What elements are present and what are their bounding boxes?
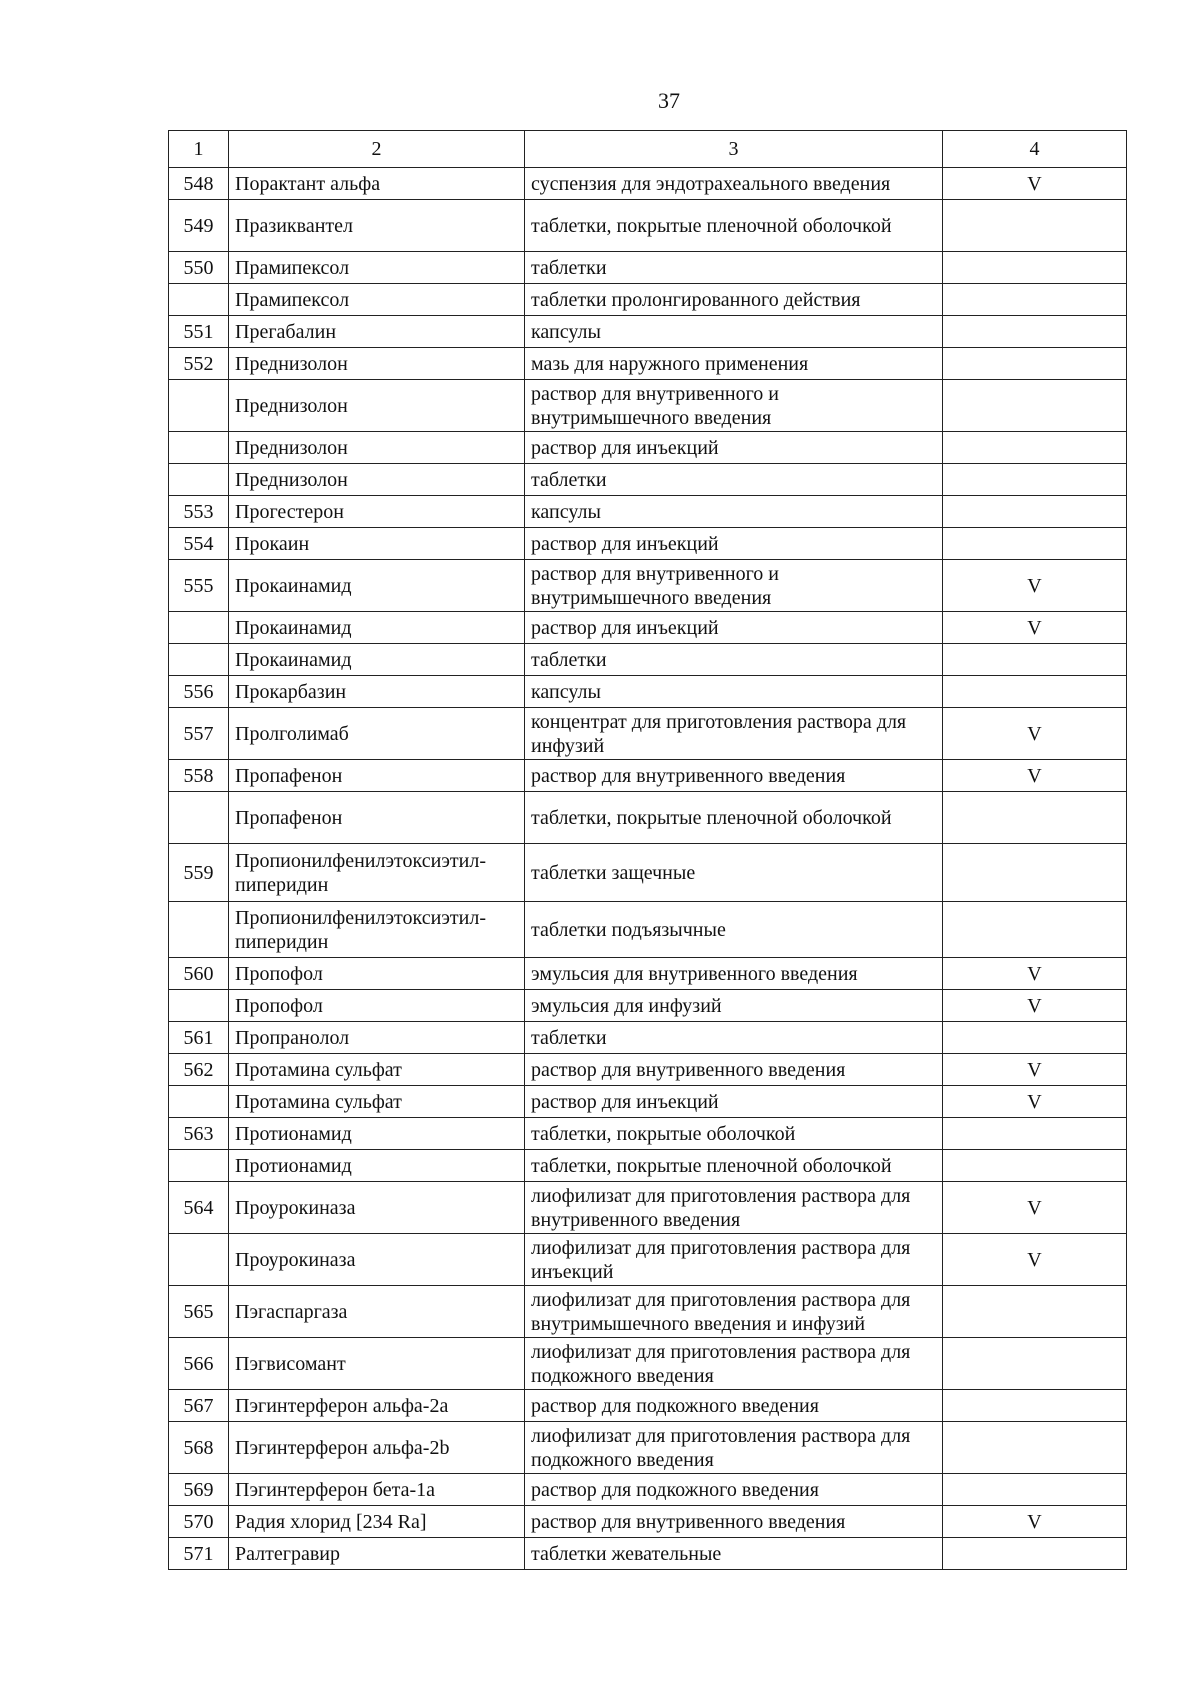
row-number: 558: [169, 760, 229, 792]
row-number: 570: [169, 1506, 229, 1538]
dosage-form: таблетки пролонгированного действия: [525, 284, 943, 316]
row-number: 567: [169, 1390, 229, 1422]
row-number: [169, 464, 229, 496]
mark-cell: V: [943, 612, 1127, 644]
mark-cell: V: [943, 760, 1127, 792]
mark-cell: V: [943, 1506, 1127, 1538]
drug-name: Прокаин: [229, 528, 525, 560]
dosage-form: эмульсия для внутривенного введения: [525, 958, 943, 990]
row-number: [169, 1150, 229, 1182]
mark-cell: [943, 496, 1127, 528]
dosage-form: раствор для инъекций: [525, 432, 943, 464]
dosage-form: лиофилизат для приготовления раствора для инъекций: [525, 1234, 943, 1286]
row-number: 560: [169, 958, 229, 990]
drug-name: Пропионилфенилэтоксиэтил-пиперидин: [229, 844, 525, 902]
table-row: [169, 1054, 1127, 1086]
drug-name: Пэгвисомант: [229, 1338, 525, 1390]
drug-name: Прокаинамид: [229, 612, 525, 644]
row-number: 568: [169, 1422, 229, 1474]
header-col-3: 3: [525, 131, 943, 168]
drug-name: Пропофол: [229, 958, 525, 990]
dosage-form: лиофилизат для приготовления раствора для подкожного введения: [525, 1338, 943, 1390]
row-number: 565: [169, 1286, 229, 1338]
mark-cell: [943, 464, 1127, 496]
table-row: [169, 1286, 1127, 1338]
table-row: [169, 348, 1127, 380]
dosage-form: таблетки, покрытые пленочной оболочкой: [525, 1150, 943, 1182]
row-number: [169, 902, 229, 958]
table-row: [169, 902, 1127, 958]
row-number: 555: [169, 560, 229, 612]
table-row: [169, 1118, 1127, 1150]
row-number: 563: [169, 1118, 229, 1150]
mark-cell: [943, 200, 1127, 252]
drug-name: Пэгаспаргаза: [229, 1286, 525, 1338]
table-row: [169, 1422, 1127, 1474]
row-number: [169, 380, 229, 432]
table-row: [169, 560, 1127, 612]
dosage-form: таблетки, покрытые пленочной оболочкой: [525, 792, 943, 844]
drug-name: Протамина сульфат: [229, 1054, 525, 1086]
dosage-form: концентрат для приготовления раствора для инфузий: [525, 708, 943, 760]
mark-cell: [943, 380, 1127, 432]
drug-name: Преднизолон: [229, 348, 525, 380]
row-number: 551: [169, 316, 229, 348]
table-row: [169, 496, 1127, 528]
mark-cell: [943, 844, 1127, 902]
drug-name: Порактант альфа: [229, 168, 525, 200]
table-row: [169, 792, 1127, 844]
mark-cell: [943, 1150, 1127, 1182]
row-number: 553: [169, 496, 229, 528]
dosage-form: капсулы: [525, 676, 943, 708]
mark-cell: [943, 316, 1127, 348]
mark-cell: [943, 348, 1127, 380]
header-col-2: 2: [229, 131, 525, 168]
table-row: [169, 1390, 1127, 1422]
mark-cell: [943, 792, 1127, 844]
row-number: 556: [169, 676, 229, 708]
row-number: [169, 284, 229, 316]
mark-cell: [943, 1118, 1127, 1150]
dosage-form: таблетки жевательные: [525, 1538, 943, 1570]
row-number: 559: [169, 844, 229, 902]
row-number: 554: [169, 528, 229, 560]
dosage-form: раствор для инъекций: [525, 528, 943, 560]
row-number: [169, 1234, 229, 1286]
table-row: [169, 200, 1127, 252]
page-number: 37: [658, 88, 680, 113]
drug-name: Пропафенон: [229, 792, 525, 844]
drug-name: Преднизолон: [229, 464, 525, 496]
mark-cell: [943, 676, 1127, 708]
mark-cell: [943, 902, 1127, 958]
mark-cell: [943, 644, 1127, 676]
mark-cell: V: [943, 1234, 1127, 1286]
dosage-form: эмульсия для инфузий: [525, 990, 943, 1022]
mark-cell: V: [943, 1182, 1127, 1234]
drug-name: Преднизолон: [229, 380, 525, 432]
mark-cell: [943, 1338, 1127, 1390]
drug-name: Прогестерон: [229, 496, 525, 528]
table-row: [169, 1022, 1127, 1054]
row-number: 549: [169, 200, 229, 252]
table-row: [169, 168, 1127, 200]
row-number: 562: [169, 1054, 229, 1086]
dosage-form: раствор для внутривенного введения: [525, 760, 943, 792]
dosage-form: раствор для подкожного введения: [525, 1474, 943, 1506]
table-row: [169, 760, 1127, 792]
table-row: [169, 990, 1127, 1022]
drug-name: Протамина сульфат: [229, 1086, 525, 1118]
dosage-form: лиофилизат для приготовления раствора для внутримышечного введения и инфузий: [525, 1286, 943, 1338]
table-row: [169, 1182, 1127, 1234]
dosage-form: раствор для внутривенного введения: [525, 1054, 943, 1086]
drug-name: Прегабалин: [229, 316, 525, 348]
mark-cell: [943, 284, 1127, 316]
drug-name: Ралтегравир: [229, 1538, 525, 1570]
dosage-form: раствор для инъекций: [525, 1086, 943, 1118]
drug-name: Пропафенон: [229, 760, 525, 792]
drug-name: Протионамид: [229, 1150, 525, 1182]
mark-cell: [943, 252, 1127, 284]
table-row: [169, 958, 1127, 990]
dosage-form: таблетки: [525, 644, 943, 676]
table-row: [169, 1086, 1127, 1118]
drug-name: Пэгинтерферон альфа-2b: [229, 1422, 525, 1474]
table-row: [169, 316, 1127, 348]
drug-name: Пролголимаб: [229, 708, 525, 760]
drug-name: Празиквантел: [229, 200, 525, 252]
drug-name: Пропранолол: [229, 1022, 525, 1054]
dosage-form: лиофилизат для приготовления раствора для подкожного введения: [525, 1422, 943, 1474]
table-row: [169, 1506, 1127, 1538]
table-row: [169, 284, 1127, 316]
dosage-form: таблетки защечные: [525, 844, 943, 902]
drug-name: Прокаинамид: [229, 644, 525, 676]
row-number: 564: [169, 1182, 229, 1234]
drug-name: Преднизолон: [229, 432, 525, 464]
mark-cell: V: [943, 958, 1127, 990]
row-number: 569: [169, 1474, 229, 1506]
dosage-form: капсулы: [525, 316, 943, 348]
header-col-1: 1: [169, 131, 229, 168]
mark-cell: [943, 1474, 1127, 1506]
mark-cell: [943, 432, 1127, 464]
dosage-form: капсулы: [525, 496, 943, 528]
mark-cell: [943, 1422, 1127, 1474]
drug-name: Прамипексол: [229, 284, 525, 316]
table-row: [169, 432, 1127, 464]
dosage-form: таблетки: [525, 464, 943, 496]
header-col-4: 4: [943, 131, 1127, 168]
dosage-form: раствор для внутривенного введения: [525, 1506, 943, 1538]
row-number: 557: [169, 708, 229, 760]
row-number: [169, 644, 229, 676]
dosage-form: раствор для внутривенного и внутримышечного введения: [525, 380, 943, 432]
table-row: [169, 676, 1127, 708]
dosage-form: таблетки: [525, 1022, 943, 1054]
table-row: [169, 1234, 1127, 1286]
drug-name: Протионамид: [229, 1118, 525, 1150]
dosage-form: мазь для наружного применения: [525, 348, 943, 380]
row-number: [169, 792, 229, 844]
mark-cell: V: [943, 1054, 1127, 1086]
dosage-form: суспензия для эндотрахеального введения: [525, 168, 943, 200]
row-number: 552: [169, 348, 229, 380]
table-header-row: [169, 131, 1127, 168]
table-row: [169, 612, 1127, 644]
row-number: [169, 432, 229, 464]
drug-name: Проурокиназа: [229, 1182, 525, 1234]
dosage-form: раствор для внутривенного и внутримышечного введения: [525, 560, 943, 612]
mark-cell: V: [943, 990, 1127, 1022]
dosage-form: раствор для подкожного введения: [525, 1390, 943, 1422]
row-number: [169, 1086, 229, 1118]
table-row: [169, 464, 1127, 496]
drug-name: Прокарбазин: [229, 676, 525, 708]
mark-cell: V: [943, 708, 1127, 760]
row-number: 550: [169, 252, 229, 284]
mark-cell: [943, 1286, 1127, 1338]
mark-cell: [943, 528, 1127, 560]
row-number: [169, 990, 229, 1022]
dosage-form: таблетки, покрытые оболочкой: [525, 1118, 943, 1150]
row-number: 566: [169, 1338, 229, 1390]
mark-cell: V: [943, 1086, 1127, 1118]
row-number: [169, 612, 229, 644]
table-row: [169, 380, 1127, 432]
dosage-form: раствор для инъекций: [525, 612, 943, 644]
drug-name: Проурокиназа: [229, 1234, 525, 1286]
mark-cell: [943, 1390, 1127, 1422]
row-number: 548: [169, 168, 229, 200]
table-row: [169, 528, 1127, 560]
drug-name: Прокаинамид: [229, 560, 525, 612]
table-row: [169, 1150, 1127, 1182]
table-row: [169, 844, 1127, 902]
dosage-form: лиофилизат для приготовления раствора для внутривенного введения: [525, 1182, 943, 1234]
drug-name: Пэгинтерферон альфа-2а: [229, 1390, 525, 1422]
drug-name: Радия хлорид [234 Ra]: [229, 1506, 525, 1538]
table-row: [169, 1338, 1127, 1390]
dosage-form: таблетки, покрытые пленочной оболочкой: [525, 200, 943, 252]
table-row: [169, 708, 1127, 760]
row-number: 561: [169, 1022, 229, 1054]
dosage-form: таблетки подъязычные: [525, 902, 943, 958]
row-number: 571: [169, 1538, 229, 1570]
drug-name: Пропионилфенилэтоксиэтил-пиперидин: [229, 902, 525, 958]
drug-name: Прамипексол: [229, 252, 525, 284]
table-row: [169, 1538, 1127, 1570]
dosage-form: таблетки: [525, 252, 943, 284]
mark-cell: V: [943, 168, 1127, 200]
drug-table: [168, 130, 1127, 1570]
mark-cell: [943, 1538, 1127, 1570]
mark-cell: V: [943, 560, 1127, 612]
mark-cell: [943, 1022, 1127, 1054]
drug-name: Пэгинтерферон бета-1а: [229, 1474, 525, 1506]
table-row: [169, 252, 1127, 284]
table-row: [169, 644, 1127, 676]
table-row: [169, 1474, 1127, 1506]
drug-name: Пропофол: [229, 990, 525, 1022]
